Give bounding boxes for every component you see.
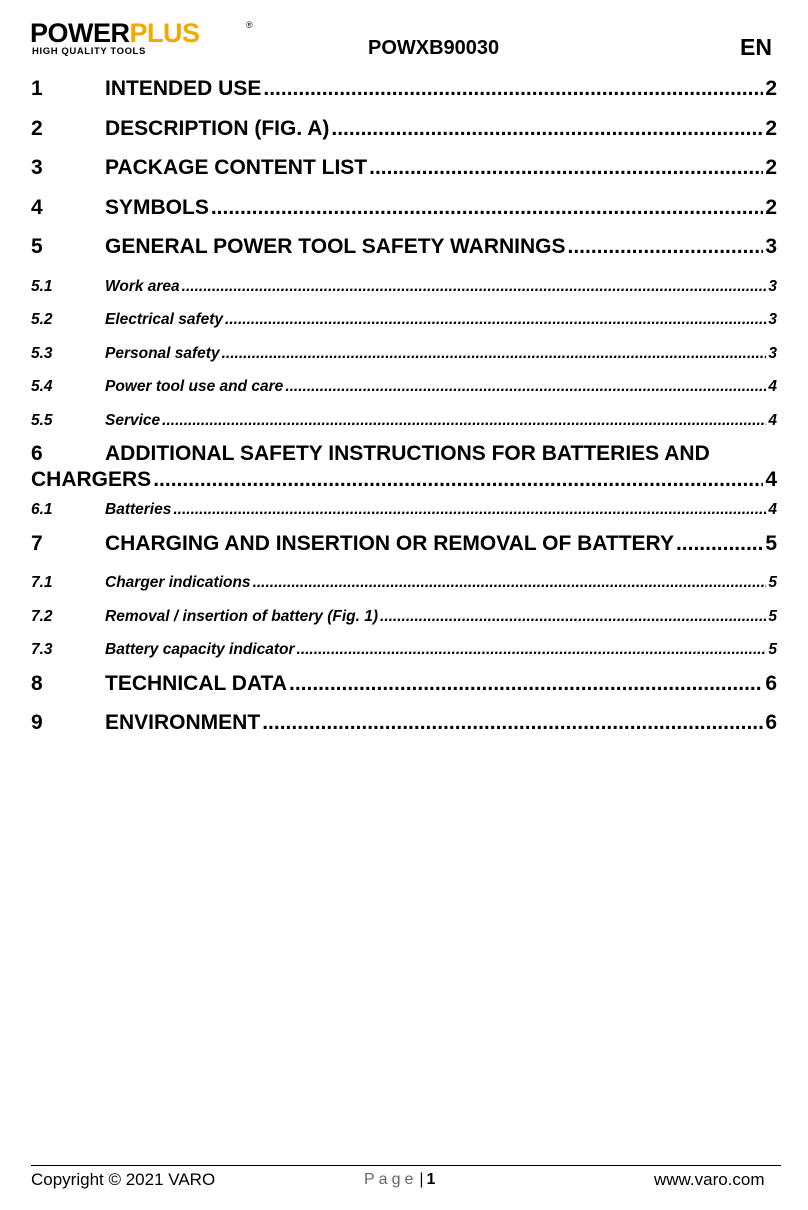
toc-number: 5.3 <box>31 344 53 362</box>
logo-registered-mark: ® <box>246 20 253 30</box>
toc-leader <box>369 153 763 183</box>
toc-entry-3[interactable] <box>31 153 777 193</box>
toc-title: Work area <box>105 277 180 295</box>
toc-number: 5.5 <box>31 411 53 429</box>
toc-page: 5 <box>768 641 777 658</box>
powerplus-logo <box>30 18 260 60</box>
toc-leader <box>222 339 767 369</box>
toc-number: 5.2 <box>31 311 53 328</box>
toc-title: PACKAGE CONTENT LIST <box>105 156 368 179</box>
toc-leader <box>182 272 767 302</box>
toc-entry-5-4[interactable] <box>31 372 777 406</box>
toc-leader <box>568 232 764 262</box>
toc-number: 9 <box>31 711 43 734</box>
toc-title-line2: CHARGERS <box>31 468 152 491</box>
toc-number: 6 <box>31 442 43 465</box>
toc-page: 6 <box>765 711 777 734</box>
page-header <box>0 0 808 70</box>
footer-page-number: 1 <box>426 1171 436 1188</box>
toc-page: 2 <box>765 77 777 100</box>
toc-title: CHARGING AND INSERTION OR REMOVAL OF BATTERY <box>105 531 674 555</box>
toc-entry-7-1[interactable] <box>31 568 777 602</box>
toc-page: 2 <box>765 195 777 219</box>
toc-leader <box>262 708 763 738</box>
toc-page: 2 <box>765 156 777 179</box>
toc-leader <box>263 74 763 104</box>
toc-page: 3 <box>768 344 777 362</box>
footer-website[interactable]: www.varo.com <box>654 1170 765 1189</box>
toc-entry-5-3[interactable] <box>31 339 777 373</box>
toc-leader <box>297 635 767 665</box>
toc-title: Service <box>105 411 161 429</box>
toc-leader <box>331 114 763 144</box>
toc-title: Power tool use and care <box>105 378 284 395</box>
toc-title: Electrical safety <box>105 311 224 328</box>
toc-leader <box>380 602 766 632</box>
toc-leader <box>289 669 763 699</box>
footer-page-separator: | <box>419 1171 424 1188</box>
toc-page: 4 <box>768 501 777 518</box>
toc-page: 4 <box>765 468 777 491</box>
toc-title: Batteries <box>105 501 172 518</box>
toc-title: Charger indications <box>105 574 251 591</box>
table-of-contents <box>31 74 777 748</box>
logo-wordmark <box>30 18 200 48</box>
toc-leader <box>153 467 763 493</box>
toc-number: 5.4 <box>31 378 53 395</box>
logo-part2: PLUS <box>129 18 200 48</box>
toc-number: 7 <box>31 531 43 555</box>
toc-entry-6[interactable] <box>31 441 777 495</box>
toc-title: Battery capacity indicator <box>105 641 295 658</box>
toc-page: 3 <box>768 277 777 295</box>
toc-leader <box>225 305 766 335</box>
footer-page-indicator <box>364 1171 435 1189</box>
language-code: EN <box>740 34 772 60</box>
toc-number: 7.1 <box>31 574 53 591</box>
toc-number: 2 <box>31 116 43 140</box>
toc-entry-7-3[interactable] <box>31 635 777 669</box>
toc-page: 4 <box>768 411 777 429</box>
toc-leader <box>253 568 767 598</box>
toc-entry-6-1[interactable] <box>31 495 777 529</box>
toc-number: 3 <box>31 156 43 179</box>
footer-divider <box>31 1165 781 1166</box>
toc-page: 4 <box>768 378 777 395</box>
toc-title: Removal / insertion of battery (Fig. 1) <box>105 607 379 625</box>
toc-page: 3 <box>768 311 777 328</box>
toc-leader <box>162 406 766 436</box>
model-number: POWXB90030 <box>368 37 500 59</box>
toc-leader <box>173 495 766 525</box>
toc-number: 7.3 <box>31 641 53 658</box>
toc-title: TECHNICAL DATA <box>105 671 287 695</box>
toc-leader <box>211 193 763 223</box>
logo-part1: POWER <box>30 18 130 48</box>
footer-page-label: Page <box>364 1171 418 1188</box>
toc-title: DESCRIPTION (FIG. A) <box>105 116 330 140</box>
toc-title: Personal safety <box>105 344 220 362</box>
toc-entry-1[interactable] <box>31 74 777 114</box>
toc-number: 7.2 <box>31 607 53 625</box>
toc-entry-5[interactable] <box>31 232 777 272</box>
toc-page: 5 <box>768 607 777 625</box>
toc-number: 6.1 <box>31 501 53 518</box>
toc-title: SYMBOLS <box>105 195 209 219</box>
toc-title: GENERAL POWER TOOL SAFETY WARNINGS <box>105 235 566 258</box>
toc-page: 3 <box>765 235 777 258</box>
logo-tagline: HIGH QUALITY TOOLS <box>32 46 146 57</box>
footer-copyright: Copyright © 2021 VARO <box>31 1170 216 1189</box>
toc-number: 5 <box>31 235 43 258</box>
toc-number: 1 <box>31 77 43 100</box>
toc-entry-2[interactable] <box>31 114 777 154</box>
toc-leader <box>285 372 766 402</box>
toc-title-line1: ADDITIONAL SAFETY INSTRUCTIONS FOR BATTERIES AND <box>105 442 710 465</box>
toc-page: 6 <box>765 671 777 695</box>
toc-entry-7[interactable] <box>31 529 777 569</box>
toc-number: 4 <box>31 195 43 219</box>
toc-entry-5-2[interactable] <box>31 305 777 339</box>
toc-entry-7-2[interactable] <box>31 602 777 636</box>
toc-leader <box>676 529 763 559</box>
toc-entry-5-5[interactable] <box>31 406 777 440</box>
toc-page: 5 <box>768 574 777 591</box>
toc-number: 5.1 <box>31 277 53 295</box>
toc-entry-9[interactable] <box>31 708 777 748</box>
toc-entry-5-1[interactable] <box>31 272 777 306</box>
toc-page: 5 <box>765 531 777 555</box>
toc-number: 8 <box>31 671 43 695</box>
toc-title: INTENDED USE <box>105 77 262 100</box>
toc-entry-8[interactable] <box>31 669 777 709</box>
toc-entry-4[interactable] <box>31 193 777 233</box>
toc-title: ENVIRONMENT <box>105 711 261 734</box>
toc-page: 2 <box>765 116 777 140</box>
